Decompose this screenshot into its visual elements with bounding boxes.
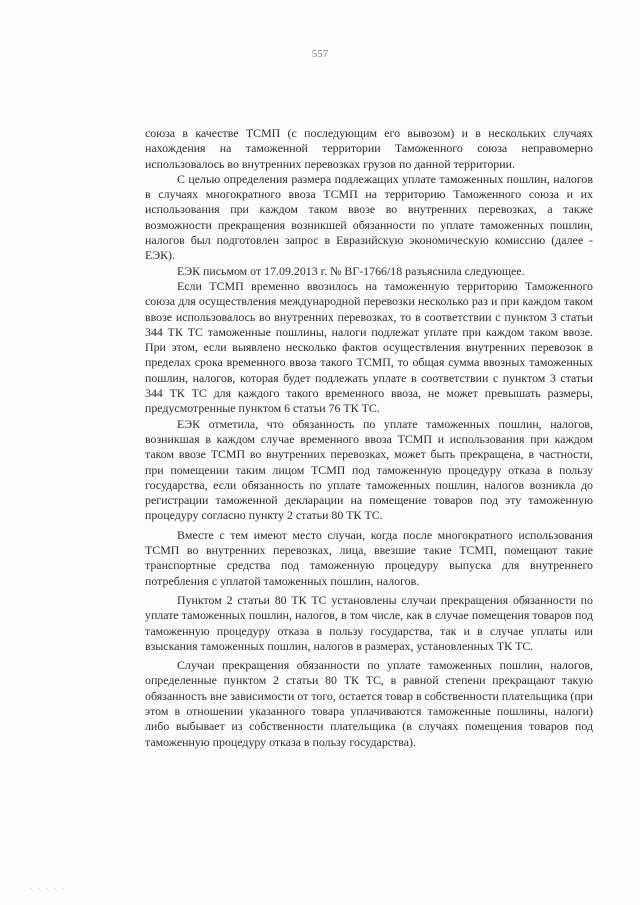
paragraph-1: союза в качестве ТСМП (с последующим его вывозом) и в нескольких случаях нахождения на таможенной территории Таможенного союза неправомерно использовалось во внутренних перевозках грузов по данной территории. [145,126,593,171]
paragraph-7: Пунктом 2 статьи 80 ТК ТС установлены случаи прекращения обязанности по уплате таможенных пошлин, налогов, в том числе, как в случае помещения товаров под таможенную процедуру отказа в пользу государства, так и в случае уплаты или взыскания таможенных пошлин, налогов в размерах, установленных ТК ТС. [145,592,593,653]
page-number: 557 [311,48,329,60]
paragraph-3: ЕЭК письмом от 17.09.2013 г. № ВГ-1766/18 разъяснила следующее. [177,263,525,278]
paragraph-8: Случаи прекращения обязанности по уплате таможенных пошлин, налогов, определенные пунктом 2 статьи 80 ТК ТС, в равной степени прекращают такую обязанность вне зависимости от того, остается товар в собственности плательщика (при этом в отношении указанного товара уплачиваются таможенные пошлины, налоги) либо выбывает из собственности плательщика (в случаях помещения товаров под таможенную процедуру отказа в пользу государства). [145,658,593,749]
document-body [145,126,593,750]
scan-footer-mark: · · · · · [30,885,67,893]
paragraph-5: ЕЭК отметила, что обязанность по уплате таможенных пошлин, налогов, возникшая в каждом случае временного ввоза ТСМП и использования при каждом таком ввозе ТСМП во внутренних перевозках, может быть прекращена, в частности, при помещении таким лицом ТСМП под таможенную процедуру отказа в пользу государства, если обязанность по уплате таможенных пошлин, налогов возникла до регистрации таможенной декларации на помещение товаров под эту таможенную процедуру согласно пункту 2 статьи 80 ТК ТС. [145,416,593,523]
paragraph-4: Если ТСМП временно ввозилось на таможенную территорию Таможенного союза для осуществления международной перевозки несколько раз и при каждом таком ввозе использовалось во внутренних перевозках, то в соответствии с пунктом 3 статьи 344 ТК ТС таможенные пошлины, налоги подлежат уплате при каждом таком ввозе. При этом, если выявлено несколько фактов осуществления внутренних перевозок в пределах срока временного ввоза такого ТСМП, то общая сумма ввозных таможенных пошлин, налогов, которая будет подлежать уплате в соответствии с пунктом 3 статьи 344 ТК ТС для каждого такого временного ввоза, не может превышать размеры, предусмотренные пунктом 6 статьи 76 ТК ТС. [145,278,593,416]
paragraph-2: С целью определения размера подлежащих уплате таможенных пошлин, налогов в случаях многократного ввоза ТСМП на территорию Таможенного союза и их использования при каждом таком ввозе во внутренних перевозках, а также возможности прекращения возникшей обязанности по уплате таможенных пошлин, налогов был подготовлен запрос в Евразийскую экономическую комиссию (далее - ЕЭК). [145,171,593,263]
paragraph-6: Вместе с тем имеют место случаи, когда после многократного использования ТСМП во внутренних перевозках, лица, ввезшие такие ТСМП, помещают такие транспортные средства под таможенную процедуру выпуска для внутреннего потребления с уплатой таможенных пошлин, налогов. [145,527,593,588]
